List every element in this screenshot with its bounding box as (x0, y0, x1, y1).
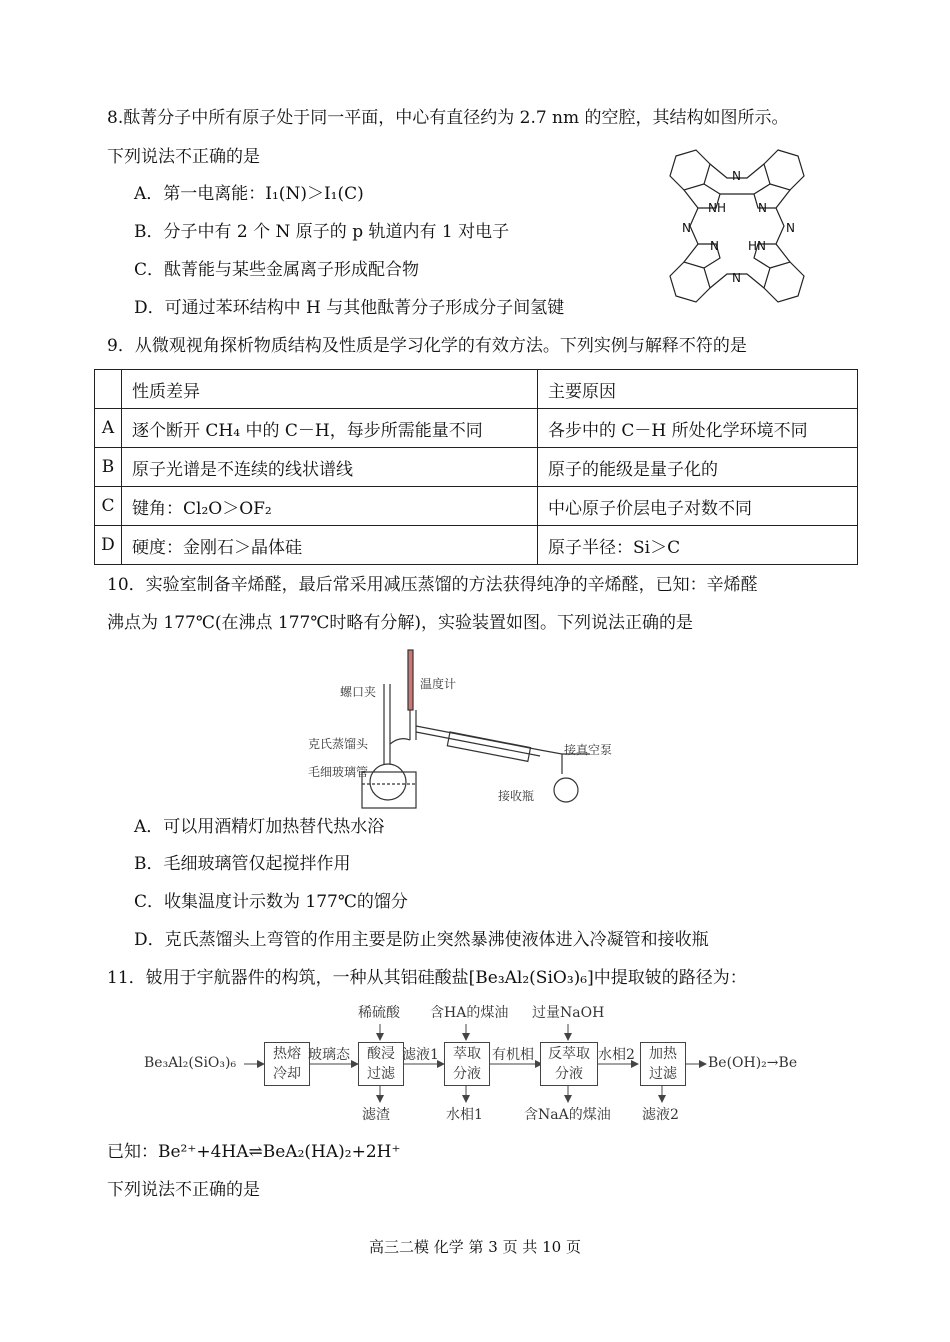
row-property: 硬度：金刚石＞晶体硅 (122, 526, 538, 565)
q9-table (94, 369, 858, 565)
flow-out-naa: 含NaA的煤油 (524, 1107, 611, 1123)
flow-step-extract: 萃取分液 (444, 1042, 490, 1086)
q11-known: 已知：Be²⁺+4HA⇌BeA₂(HA)₂+2H⁺ (107, 1142, 401, 1162)
thermometer-label: 温度计 (420, 677, 457, 691)
flow-link-organic: 有机相 (492, 1047, 534, 1063)
row-reason: 各步中的 C－H 所处化学环境不同 (538, 409, 858, 448)
q8-option-c: C．酞菁能与某些金属离子形成配合物 (134, 260, 420, 280)
row-property: 原子光谱是不连续的线状谱线 (122, 448, 538, 487)
n-right-label: N (786, 221, 795, 235)
table-row (95, 448, 858, 487)
header-property: 性质差异 (122, 370, 538, 409)
row-reason: 原子半径：Si＞C (538, 526, 858, 565)
q10-option-d: D．克氏蒸馏头上弯管的作用主要是防止突然暴沸使液体进入冷凝管和接收瓶 (134, 930, 709, 950)
flow-link-glass: 玻璃态 (308, 1047, 350, 1063)
q10-option-c: C．收集温度计示数为 177℃的馏分 (134, 892, 408, 912)
q11-tail: 下列说法不正确的是 (107, 1180, 260, 1200)
row-reason: 原子的能级是量子化的 (538, 448, 858, 487)
flow-in-naoh: 过量NaOH (532, 1005, 605, 1021)
row-property: 键角：Cl₂O＞OF₂ (122, 487, 538, 526)
flow-link-filtrate1: 滤液1 (402, 1047, 439, 1063)
header-label (95, 370, 122, 409)
hn-label: HN (748, 239, 766, 253)
flow-step-heat-filter: 加热过滤 (640, 1042, 686, 1086)
table-row (95, 409, 858, 448)
flow-step-back-extract: 反萃取分液 (540, 1042, 598, 1086)
q10-option-a: A．可以用酒精灯加热替代热水浴 (134, 817, 385, 837)
n-left-label: N (682, 221, 691, 235)
flow-end: Be(OH)₂→Be (708, 1055, 798, 1071)
claisen-head-label: 克氏蒸馏头 (308, 737, 369, 751)
table-row (95, 487, 858, 526)
n-lower-left-label: N (710, 239, 719, 253)
n-bottom-label: N (732, 271, 741, 285)
flow-out-residue: 滤渣 (362, 1107, 390, 1123)
q10-option-b: B．毛细玻璃管仅起搅拌作用 (134, 854, 351, 874)
flow-in-h2so4: 稀硫酸 (358, 1005, 400, 1021)
header-reason: 主要原因 (538, 370, 858, 409)
flow-link-aqueous2: 水相2 (598, 1047, 635, 1063)
flow-in-ha: 含HA的煤油 (430, 1005, 509, 1021)
screw-clamp-label: 螺口夹 (340, 685, 377, 699)
q11-stem: 11．铍用于宇航器件的构筑，一种从其铝硅酸盐[Be₃Al₂(SiO₃)₆]中提取铍的路径为： (107, 968, 747, 988)
n-top-label: N (732, 169, 741, 183)
q8-stem-line1: 8.酞菁分子中所有原子处于同一平面，中心有直径约为 2.7 nm 的空腔，其结构如图所示。 (107, 108, 789, 128)
flow-out-aqueous1: 水相1 (446, 1107, 483, 1123)
row-label: C (95, 487, 122, 526)
row-label: B (95, 448, 122, 487)
flow-start: Be₃Al₂(SiO₃)₆ (144, 1055, 237, 1071)
table-header-row (95, 370, 858, 409)
q10-stem-line1: 10．实验室制备辛烯醛，最后常采用减压蒸馏的方法获得纯净的辛烯醛，已知：辛烯醛 (107, 575, 758, 595)
q8-stem-line2: 下列说法不正确的是 (107, 147, 260, 167)
nh-label: NH (708, 201, 726, 215)
n-upper-right-label: N (758, 201, 767, 215)
row-property: 逐个断开 CH₄ 中的 C－H，每步所需能量不同 (122, 409, 538, 448)
row-reason: 中心原子价层电子对数不同 (538, 487, 858, 526)
flow-step-acid-leach: 酸浸过滤 (358, 1042, 404, 1086)
phthalocyanine-structure (652, 146, 822, 306)
flow-step-melt: 热熔冷却 (264, 1042, 310, 1086)
q10-stem-line2: 沸点为 177℃(在沸点 177℃时略有分解)，实验装置如图。下列说法正确的是 (107, 613, 694, 633)
vacuum-label: 接真空泵 (564, 743, 613, 757)
page-footer: 高三二模 化学 第 3 页 共 10 页 (368, 1238, 581, 1256)
q8-option-b: B．分子中有 2 个 N 原子的 p 轨道内有 1 对电子 (134, 222, 510, 242)
capillary-label: 毛细玻璃管 (308, 765, 369, 779)
table-row (95, 526, 858, 565)
q8-option-a: A．第一电离能：I₁(N)＞I₁(C) (134, 184, 364, 204)
flow-out-filtrate2: 滤液2 (642, 1107, 679, 1123)
row-label: D (95, 526, 122, 565)
q8-option-d: D．可通过苯环结构中 H 与其他酞菁分子形成分子间氢键 (134, 298, 565, 318)
q9-stem: 9．从微观视角探析物质结构及性质是学习化学的有效方法。下列实例与解释不符的是 (107, 336, 747, 356)
receiver-label: 接收瓶 (498, 789, 535, 803)
distillation-apparatus (300, 644, 640, 812)
row-label: A (95, 409, 122, 448)
